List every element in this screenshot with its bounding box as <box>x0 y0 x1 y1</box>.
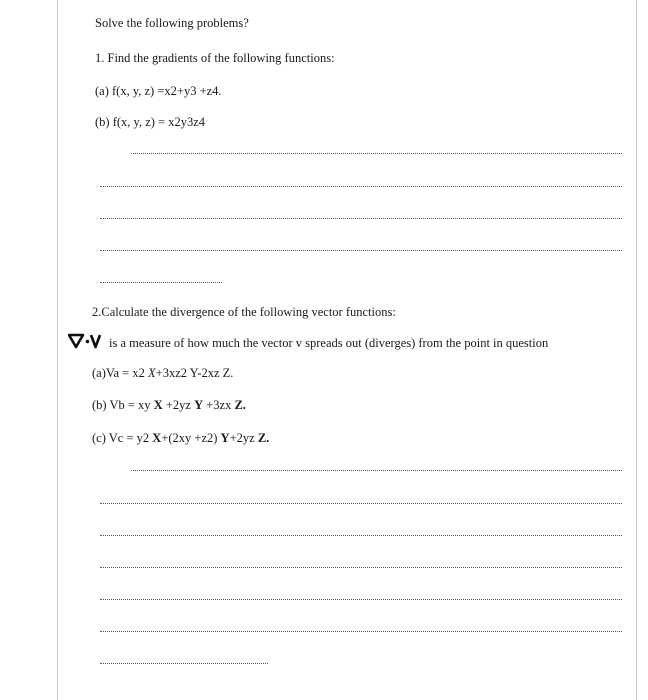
answer-line <box>100 218 622 219</box>
divergence-operator-icon <box>68 333 102 349</box>
problem-2-heading: 2.Calculate the divergence of the following vector functions: <box>92 305 396 319</box>
problem-2a-text: (a)Va = x2 <box>92 366 148 380</box>
problem-2c-text-mid: +(2xy +z2) <box>161 431 221 445</box>
answer-line <box>100 599 622 600</box>
problem-2b-text: (b) Vb = xy <box>92 398 154 412</box>
page-right-border <box>636 0 637 700</box>
page-left-border <box>57 0 58 700</box>
problem-2c-x-unit: X <box>152 431 162 445</box>
problem-2b-x-unit: X <box>153 398 163 412</box>
answer-line <box>100 631 622 632</box>
answer-line <box>131 470 622 471</box>
answer-line <box>100 567 622 568</box>
problem-2a-x-unit: X <box>148 366 156 380</box>
answer-line <box>100 663 268 664</box>
problem-2c-z-unit: Z. <box>257 431 270 445</box>
problem-2a-text-mid: +3xz2 Y-2xz <box>155 366 223 380</box>
problem-2c-text: (c) Vc = y2 <box>92 431 153 445</box>
problem-1a: (a) f(x, y, z) =x2+y3 +z4. <box>95 84 222 98</box>
problem-2a-z-unit: Z. <box>222 366 234 380</box>
problem-1b: (b) f(x, y, z) = x2y3z4 <box>95 115 206 129</box>
divergence-description: is a measure of how much the vector v spreads out (diverges) from the point in question <box>109 336 549 350</box>
problem-2b <box>92 398 246 412</box>
answer-line <box>100 186 622 187</box>
answer-line <box>131 153 622 154</box>
problem-2c-text-mid2: +2yz <box>229 431 258 445</box>
problem-2b-text-mid: +2yz <box>162 398 195 412</box>
problem-2b-y-unit: Y <box>194 398 204 412</box>
worksheet-title: Solve the following problems? <box>95 16 249 30</box>
answer-line <box>100 535 622 536</box>
problem-2a <box>92 366 233 380</box>
problem-2c <box>92 431 269 445</box>
problem-2c-y-unit: Y <box>220 431 230 445</box>
problem-2b-z-unit: Z. <box>234 398 246 412</box>
answer-line <box>100 282 222 283</box>
problem-1-heading: 1. Find the gradients of the following functions: <box>95 51 335 65</box>
problem-2b-text-mid2: +3zx <box>203 398 235 412</box>
answer-line <box>100 503 622 504</box>
answer-line <box>100 250 622 251</box>
